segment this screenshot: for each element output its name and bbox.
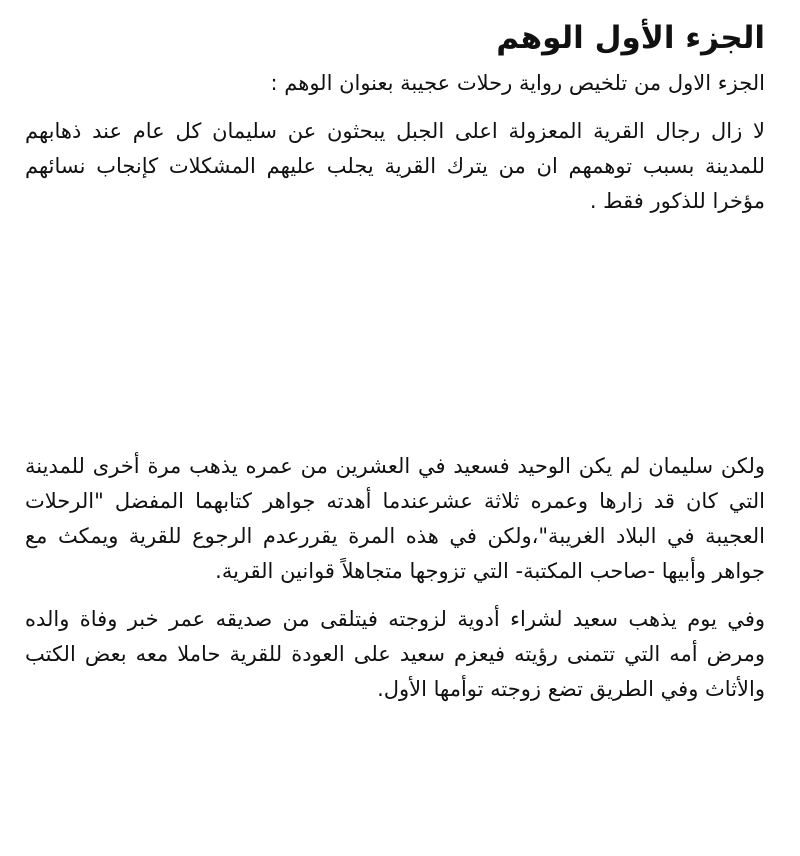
article bbox=[25, 0, 765, 707]
blank-space bbox=[25, 219, 765, 449]
paragraph-return: وفي يوم يذهب سعيد لشراء أدوية لزوجته فيتلقى من صديقه عمر خبر وفاة والده ومرض أمه التي تتمنى رؤيته فيعزم سعيد على العودة للقرية حاملا معه بعض الكتب والأثاث وفي الطريق تضع زوجته توأمها الأول. bbox=[25, 607, 765, 701]
paragraph-said: ولكن سليمان لم يكن الوحيد فسعيد في العشرين من عمره يذهب مرة أخرى للمدينة التي كان قد زارها وعمره ثلاثة عشرعندما أهدته جواهر كتابهما المفضل "الرحلات العجيبة في البلاد الغريبة"،ولكن في هذه المرة يقررعدم الرجوع للقرية ويمكث مع جواهر وأبيها -صاحب المكتبة- التي تزوجها متجاهلاً قوانين القرية. bbox=[25, 454, 765, 583]
article-title: الجزء الأول الوهم bbox=[496, 20, 765, 56]
paragraph-intro: لا زال رجال القرية المعزولة اعلى الجبل يبحثون عن سليمان كل عام عند ذهابهم للمدينة بسبب توهمهم ان من يترك القرية يجلب عليهم المشكلات كإنجاب نسائهم مؤخرا للذكور فقط . bbox=[25, 119, 765, 213]
article-subtitle: الجزء الاول من تلخيص رواية رحلات عجيبة بعنوان الوهم : bbox=[270, 71, 765, 95]
